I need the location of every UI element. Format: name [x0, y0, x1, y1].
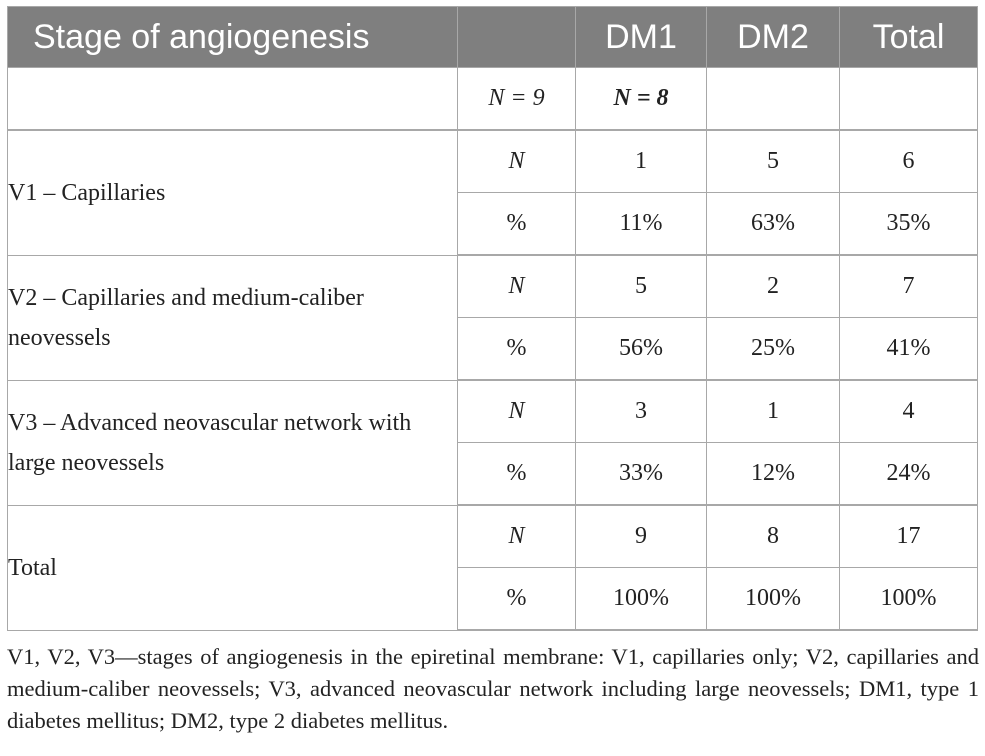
dm1-value: 11%	[576, 193, 707, 256]
table-footnote: V1, V2, V3—stages of angiogenesis in the epiretinal membrane: V1, capillaries only; V2, capillaries and medium-caliber neovessels; V3, advanced neovascular network including large neovessels; DM1, type 1 diabetes mellitus; DM2, type 2 diabetes mellitus.	[7, 644, 979, 733]
total-value: 24%	[840, 443, 978, 506]
stat-label: N	[458, 130, 576, 193]
dm1-value: 33%	[576, 443, 707, 506]
total-value: 41%	[840, 318, 978, 381]
dm2-value: 8	[707, 505, 840, 568]
dm1-value: 1	[576, 130, 707, 193]
stage-label-text: Total	[8, 554, 57, 581]
stage-label	[8, 380, 458, 505]
stage-label	[8, 505, 458, 630]
stage-label	[8, 130, 458, 255]
stat-label: N	[458, 505, 576, 568]
sample-size-total	[840, 68, 978, 131]
header-total: Total	[840, 7, 978, 68]
sample-size-row	[8, 68, 978, 131]
stat-label: N	[458, 255, 576, 318]
total-value: 6	[840, 130, 978, 193]
stat-label: N	[458, 380, 576, 443]
header-stage: Stage of angiogenesis	[8, 7, 458, 68]
stat-label: %	[458, 568, 576, 631]
dm1-value: 5	[576, 255, 707, 318]
dm2-value: 5	[707, 130, 840, 193]
dm2-value: 63%	[707, 193, 840, 256]
sample-size-dm1: N = 8	[576, 68, 707, 131]
stage-label-text: V3 – Advanced neovascular network with large neovessels	[8, 409, 412, 476]
total-value: 17	[840, 505, 978, 568]
sample-size-stat: N = 9	[458, 68, 576, 131]
total-value: 100%	[840, 568, 978, 631]
dm2-value: 1	[707, 380, 840, 443]
header-dm1: DM1	[576, 7, 707, 68]
dm1-value: 100%	[576, 568, 707, 631]
dm2-value: 100%	[707, 568, 840, 631]
total-value: 4	[840, 380, 978, 443]
stage-label	[8, 255, 458, 380]
table-row	[8, 130, 978, 193]
dm1-value: 9	[576, 505, 707, 568]
total-value: 35%	[840, 193, 978, 256]
dm1-value: 3	[576, 380, 707, 443]
stat-label: %	[458, 443, 576, 506]
dm2-value: 25%	[707, 318, 840, 381]
header-row	[8, 7, 978, 68]
header-empty	[458, 7, 576, 68]
stage-label-text: V1 – Capillaries	[8, 179, 166, 206]
angiogenesis-table	[7, 6, 978, 631]
stat-label: %	[458, 318, 576, 381]
sample-size-stage-cell	[8, 68, 458, 131]
dm1-value: 56%	[576, 318, 707, 381]
dm2-value: 12%	[707, 443, 840, 506]
stage-label-text: V2 – Capillaries and medium-caliber neovessels	[8, 284, 364, 351]
dm2-value: 2	[707, 255, 840, 318]
total-value: 7	[840, 255, 978, 318]
table-row	[8, 255, 978, 318]
table-row	[8, 505, 978, 568]
sample-size-dm2	[707, 68, 840, 131]
table-row	[8, 380, 978, 443]
stat-label: %	[458, 193, 576, 256]
header-dm2: DM2	[707, 7, 840, 68]
